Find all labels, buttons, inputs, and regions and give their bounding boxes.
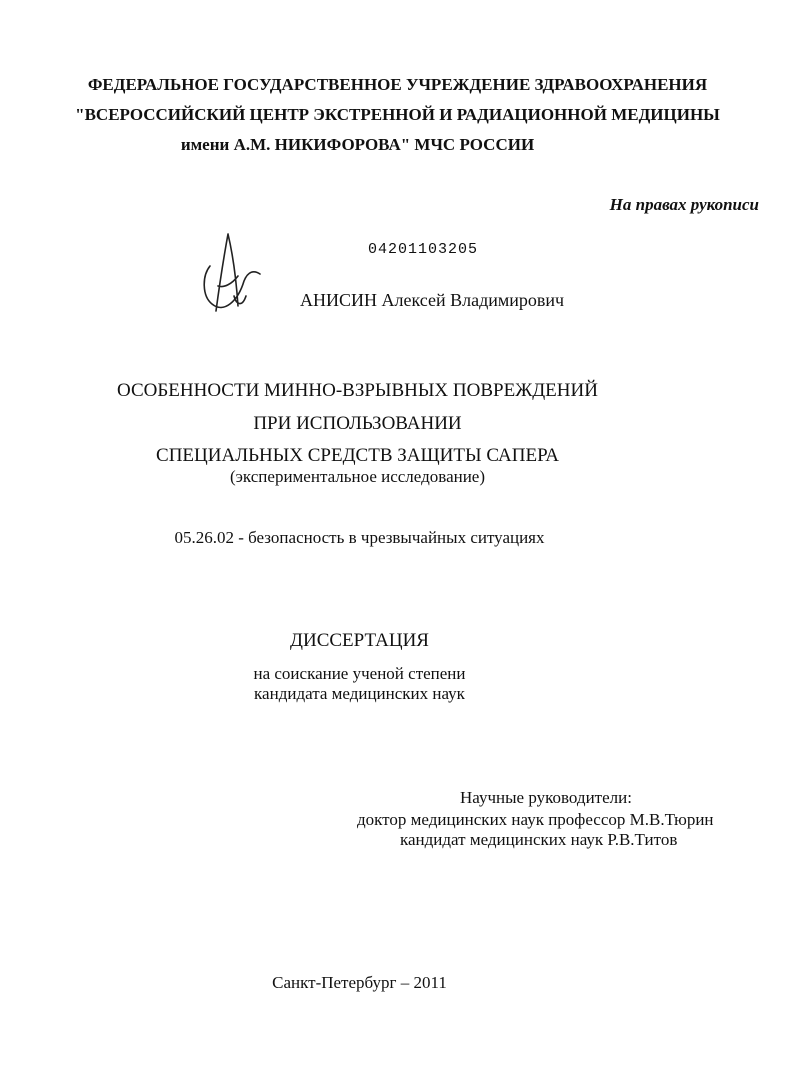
title-line-2: ПРИ ИСПОЛЬЗОВАНИИ — [253, 413, 462, 434]
author-name: АНИСИН Алексей Владимирович — [300, 290, 565, 310]
city-year: Санкт-Петербург – 2011 — [272, 973, 447, 992]
title-line-1: ОСОБЕННОСТИ МИННО-ВЗРЫВНЫХ ПОВРЕЖДЕНИЙ — [117, 380, 598, 401]
document-type-heading: ДИССЕРТАЦИЯ — [290, 630, 429, 651]
document-type-line-2: кандидата медицинских наук — [254, 684, 465, 703]
registration-number: 04201103205 — [368, 241, 479, 258]
organization-line-3: имени А.М. НИКИФОРОВА" МЧС РОССИИ — [180, 135, 535, 154]
specialty-code: 05.26.02 - безопасность в чрезвычайных ситуациях — [174, 528, 545, 547]
supervisor-1: доктор медицинских наук профессор М.В.Тюрин — [357, 810, 714, 829]
organization-line-1: ФЕДЕРАЛЬНОЕ ГОСУДАРСТВЕННОЕ УЧРЕЖДЕНИЕ ЗДРАВООХРАНЕНИЯ — [87, 75, 708, 94]
document-type-line-1: на соискание ученой степени — [253, 664, 466, 683]
handwritten-signature — [198, 226, 268, 326]
title-line-3: СПЕЦИАЛЬНЫХ СРЕДСТВ ЗАЩИТЫ САПЕРА — [156, 445, 559, 466]
title-subtitle: (экспериментальное исследование) — [229, 467, 486, 486]
supervisor-2: кандидат медицинских наук Р.В.Титов — [400, 830, 678, 849]
supervisors-heading: Научные руководители: — [460, 788, 632, 807]
manuscript-note: На правах рукописи — [609, 195, 759, 214]
organization-line-2: "ВСЕРОССИЙСКИЙ ЦЕНТР ЭКСТРЕННОЙ И РАДИАЦИОННОЙ МЕДИЦИНЫ — [75, 105, 720, 124]
